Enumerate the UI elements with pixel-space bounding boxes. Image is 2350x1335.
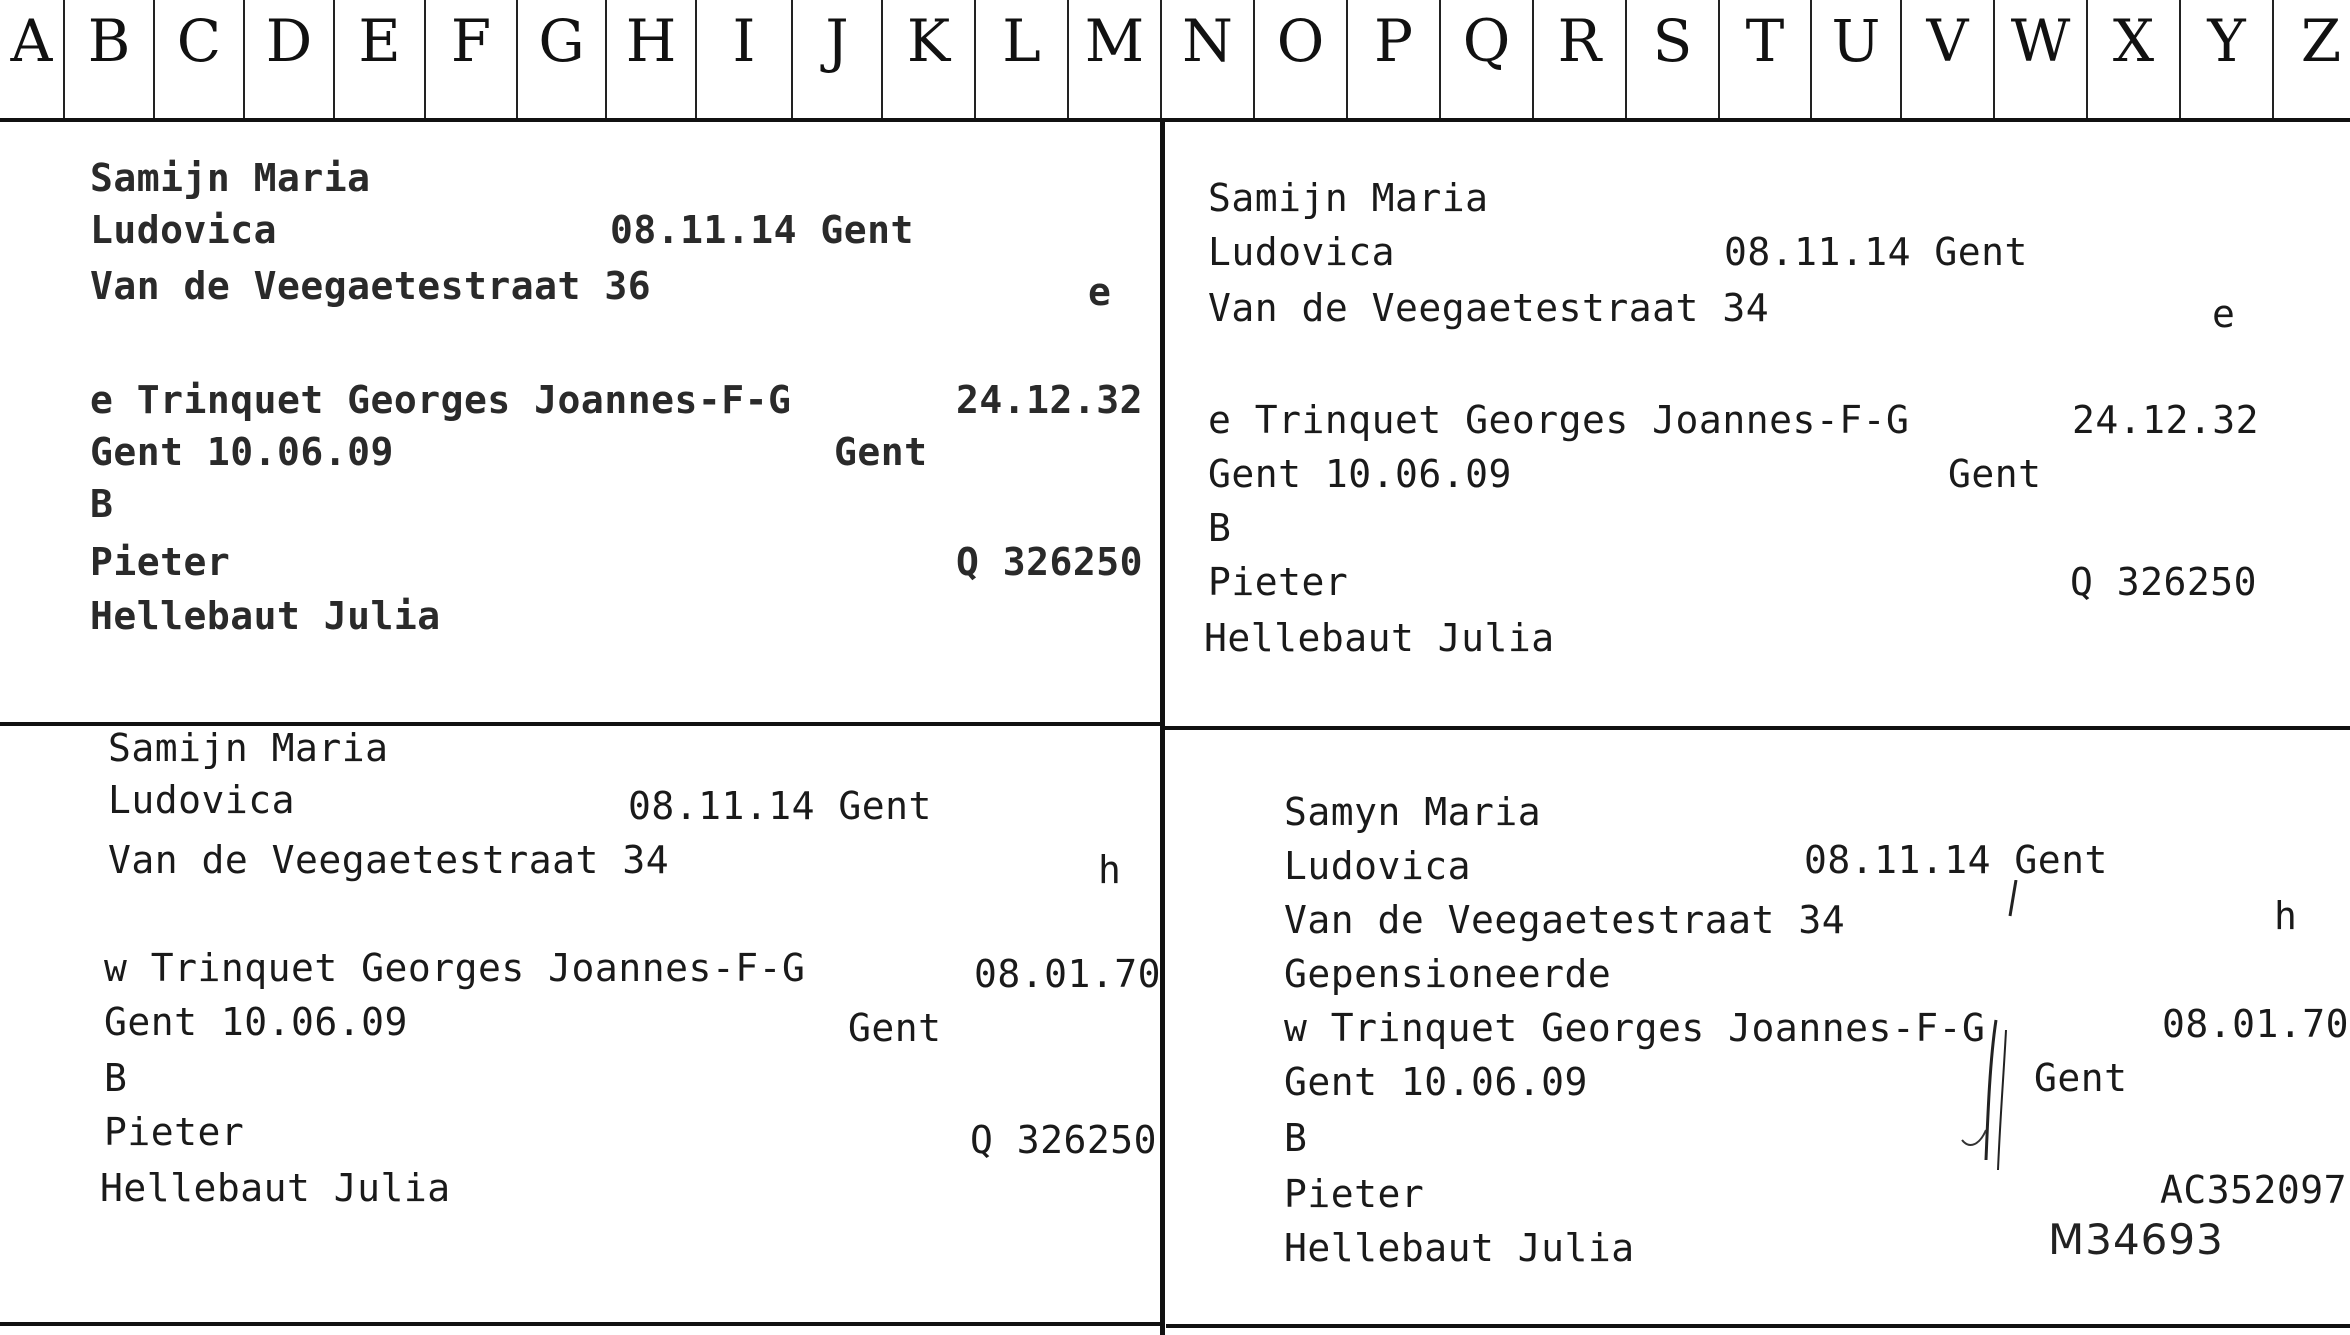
- alphabet-letter: C: [176, 7, 222, 75]
- birth-date-place: 08.11.14 Gent: [628, 784, 932, 828]
- marriage-date: 24.12.32: [956, 378, 1144, 422]
- alphabet-letter: I: [732, 7, 756, 75]
- alphabet-letter: X: [2112, 7, 2155, 75]
- record-card-1: [0, 126, 1160, 722]
- marriage-date: 08.01.70: [2162, 1002, 2350, 1046]
- alphabet-tab-b: [63, 0, 153, 118]
- alphabet-letter: Q: [1462, 7, 1511, 75]
- nationality: B: [1208, 506, 1232, 550]
- address: Van de Veegaetestraat 34: [108, 838, 670, 882]
- alphabet-tab-p: [1346, 0, 1439, 118]
- alphabet-letter: G: [538, 7, 585, 75]
- alphabet-tab-x: [2086, 0, 2179, 118]
- alphabet-letter: O: [1276, 7, 1325, 75]
- alphabet-tab-f: [424, 0, 516, 118]
- spouse: w Trinquet Georges Joannes-F-G: [1284, 1006, 1986, 1050]
- address: Van de Veegaetestraat 34: [1208, 286, 1770, 330]
- alphabet-tab-n: [1160, 0, 1253, 118]
- alphabet-letter: K: [906, 7, 951, 75]
- alphabet-letter: F: [450, 7, 492, 75]
- alphabet-tab-v: [1900, 0, 1993, 118]
- alphabet-tab-s: [1625, 0, 1718, 118]
- id-number: Q 326250: [2070, 560, 2258, 604]
- alphabet-index-strip: [0, 0, 2350, 122]
- name-line-2: Ludovica: [108, 778, 296, 822]
- alphabet-letter: H: [625, 7, 677, 75]
- alphabet-letter: J: [825, 7, 849, 75]
- alphabet-letter: E: [358, 7, 401, 75]
- alphabet-tab-q: [1439, 0, 1532, 118]
- alphabet-tab-w: [1993, 0, 2086, 118]
- mother: Hellebaut Julia: [1284, 1226, 1635, 1270]
- status-code: e: [2212, 292, 2236, 336]
- spouse-birth: Gent 10.06.09: [90, 430, 394, 474]
- alphabet-tab-a: [0, 0, 63, 118]
- bottom-divider-left: [0, 1322, 1162, 1326]
- spouse-place: Gent: [2034, 1056, 2128, 1100]
- spouse-birth: Gent 10.06.09: [104, 1000, 408, 1044]
- name-line-1: Samijn Maria: [1208, 176, 1489, 220]
- mother: Hellebaut Julia: [90, 594, 441, 638]
- bottom-divider-right: [1166, 1324, 2350, 1328]
- record-card-2: [1166, 126, 2350, 722]
- birth-date-place: 08.11.14 Gent: [610, 208, 914, 252]
- alphabet-letter: N: [1182, 7, 1233, 75]
- status-code: h: [1098, 848, 1122, 892]
- record-card-4: [1166, 730, 2350, 1324]
- spouse-place: Gent: [834, 430, 928, 474]
- name-line-2: Ludovica: [90, 208, 278, 252]
- alphabet-letter: A: [10, 7, 53, 75]
- spouse-birth: Gent 10.06.09: [1284, 1060, 1588, 1104]
- alphabet-tab-m: [1067, 0, 1160, 118]
- father: Pieter: [104, 1110, 245, 1154]
- alphabet-tab-r: [1532, 0, 1625, 118]
- pen-stroke-marks: [1926, 880, 2046, 1180]
- id-number: Q 326250: [956, 540, 1144, 584]
- name-line-2: Ludovica: [1208, 230, 1396, 274]
- status-code: h: [2274, 894, 2298, 938]
- alphabet-tab-j: [791, 0, 881, 118]
- alphabet-letter: Z: [2300, 7, 2342, 75]
- father: Pieter: [1208, 560, 1349, 604]
- nationality: B: [90, 482, 114, 526]
- name-line-1: Samijn Maria: [108, 726, 389, 770]
- alphabet-letter: L: [1002, 7, 1041, 75]
- alphabet-letter: M: [1084, 7, 1145, 75]
- alphabet-letter: P: [1373, 7, 1414, 75]
- alphabet-tab-z: [2272, 0, 2350, 118]
- address: Van de Veegaetestraat 36: [90, 264, 652, 308]
- birth-date-place: 08.11.14 Gent: [1724, 230, 2028, 274]
- alphabet-tab-o: [1253, 0, 1346, 118]
- alphabet-tab-t: [1718, 0, 1810, 118]
- address: Van de Veegaetestraat 34: [1284, 898, 1846, 942]
- alphabet-letter: W: [2010, 7, 2071, 75]
- alphabet-letter: D: [265, 7, 313, 75]
- alphabet-tab-k: [881, 0, 974, 118]
- mother: Hellebaut Julia: [1204, 616, 1555, 660]
- spouse-place: Gent: [1948, 452, 2042, 496]
- spouse-birth: Gent 10.06.09: [1208, 452, 1512, 496]
- status-code: e: [1088, 270, 1112, 314]
- handwritten-number: M34693: [2048, 1215, 2224, 1264]
- marriage-date: 08.01.70: [974, 952, 1162, 996]
- alphabet-tab-d: [243, 0, 333, 118]
- father: Pieter: [1284, 1172, 1425, 1216]
- name-line-1: Samijn Maria: [90, 156, 371, 200]
- alphabet-tab-i: [695, 0, 791, 118]
- record-card-3: [0, 726, 1160, 1322]
- id-number: Q 326250: [970, 1118, 1158, 1162]
- alphabet-tab-c: [153, 0, 243, 118]
- mother: Hellebaut Julia: [100, 1166, 451, 1210]
- name-line-2: Ludovica: [1284, 844, 1472, 888]
- id-number: AC352097: [2160, 1168, 2348, 1212]
- alphabet-tab-h: [605, 0, 695, 118]
- birth-date-place: 08.11.14 Gent: [1804, 838, 2108, 882]
- alphabet-letter: T: [1745, 7, 1785, 75]
- father: Pieter: [90, 540, 231, 584]
- occupation: Gepensioneerde: [1284, 952, 1612, 996]
- alphabet-tab-g: [516, 0, 605, 118]
- alphabet-letter: V: [1926, 7, 1969, 75]
- spouse: w Trinquet Georges Joannes-F-G: [104, 946, 806, 990]
- spouse: e Trinquet Georges Joannes-F-G: [90, 378, 792, 422]
- alphabet-letter: R: [1557, 7, 1602, 75]
- alphabet-tab-y: [2179, 0, 2272, 118]
- alphabet-letter: U: [1831, 7, 1881, 75]
- alphabet-letter: Y: [2207, 7, 2246, 75]
- marriage-date: 24.12.32: [2072, 398, 2260, 442]
- spouse-place: Gent: [848, 1006, 942, 1050]
- alphabet-letter: B: [87, 7, 131, 75]
- alphabet-tab-l: [974, 0, 1067, 118]
- alphabet-tab-u: [1810, 0, 1900, 118]
- alphabet-letter: S: [1652, 7, 1693, 75]
- nationality: B: [1284, 1116, 1308, 1160]
- spouse: e Trinquet Georges Joannes-F-G: [1208, 398, 1910, 442]
- name-line-1: Samyn Maria: [1284, 790, 1542, 834]
- alphabet-tab-e: [333, 0, 424, 118]
- nationality: B: [104, 1056, 128, 1100]
